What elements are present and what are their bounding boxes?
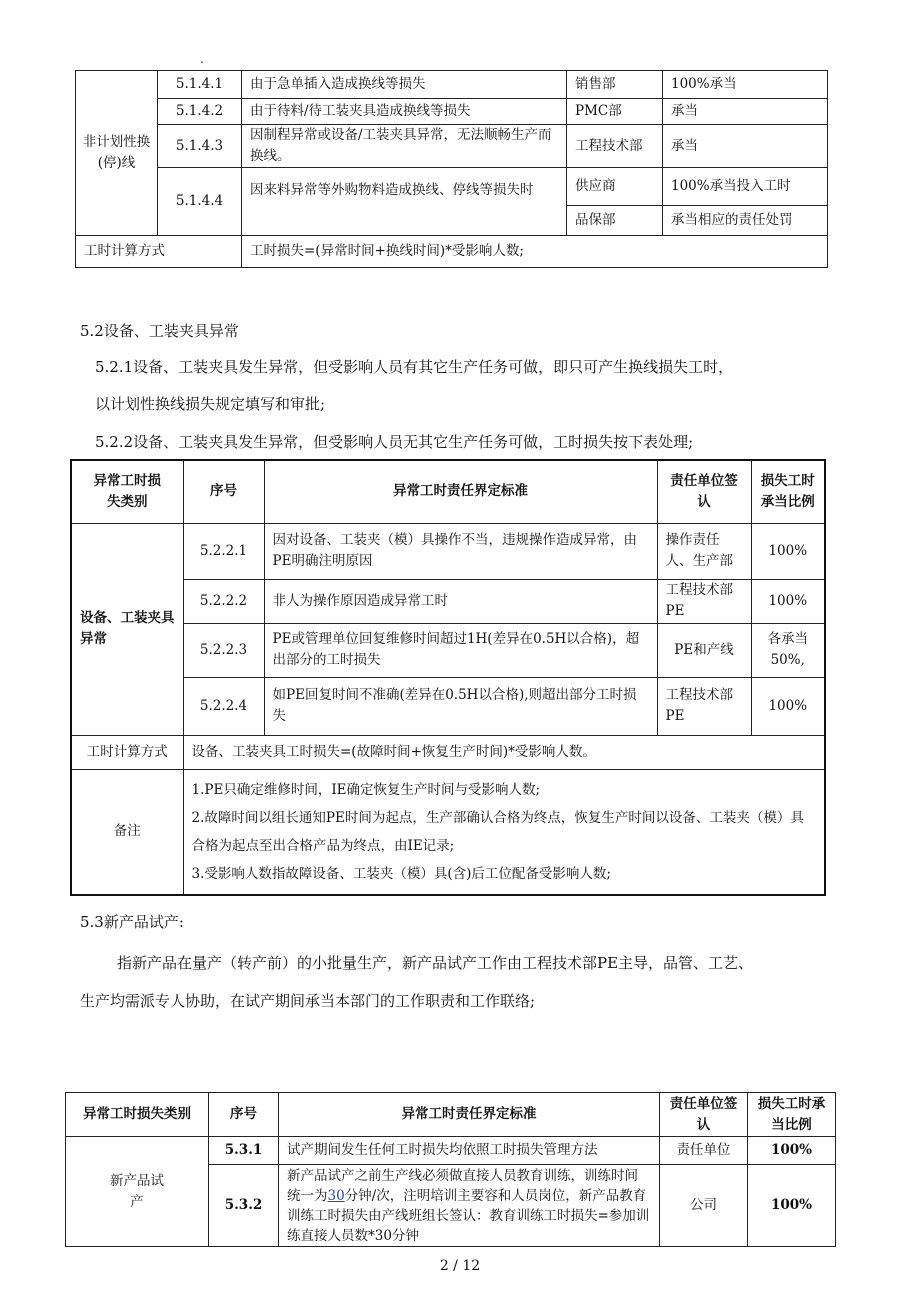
header-category: 异常工时损失类别 <box>71 460 183 523</box>
remark-line: 3.受影响人数指故障设备、工装夹（模）具(含)后工位配备受影响人数; <box>191 865 611 882</box>
desc-cell: 试产期间发生任何工时损失均依照工时损失管理方法 <box>279 1137 660 1165</box>
desc-number: 30 <box>327 1187 345 1204</box>
unit-cell: 工程技术部PE <box>657 579 751 623</box>
paragraph-5-2-1-line2: 以计划性换线损失规定填写和审批; <box>95 395 326 413</box>
header-standard: 异常工时责任界定标准 <box>264 460 657 523</box>
ratio-cell: 各承当50%, <box>751 623 825 677</box>
code-cell: 5.1.4.2 <box>158 99 242 125</box>
unit-cell: PE和产线 <box>657 623 751 677</box>
table-row <box>66 1137 836 1165</box>
table-header-row <box>71 460 825 523</box>
category-cell: 新产品试产 <box>66 1137 209 1247</box>
ratio-cell: 100% <box>751 677 825 735</box>
table-row <box>71 523 825 579</box>
header-unit: 责任单位签认 <box>660 1093 748 1137</box>
page-number: 2 / 12 <box>439 1258 481 1274</box>
table-new-product-trial <box>65 1092 836 1247</box>
dept-cell: 工程技术部 <box>567 125 663 168</box>
code-cell: 5.1.4.1 <box>158 71 242 99</box>
desc-cell: 由于待料/待工装夹具造成换线等损失 <box>242 99 567 125</box>
code-cell: 5.2.2.4 <box>183 677 264 735</box>
code-cell: 5.1.4.3 <box>158 125 242 168</box>
remark-cell <box>183 769 825 895</box>
table-row <box>76 125 828 168</box>
share-cell: 100%承当投入工时 <box>663 168 828 206</box>
remark-line: 1.PE只确定维修时间，IE确定恢复生产时间与受影响人数; <box>191 781 541 798</box>
desc-cell: 因对设备、工装夹（模）具操作不当，违规操作造成异常，由PE明确注明原因 <box>264 523 657 579</box>
header-standard: 异常工时责任界定标准 <box>279 1093 660 1137</box>
dept-cell: 供应商 <box>567 168 663 206</box>
table-row <box>76 71 828 99</box>
paragraph-5-2-2: 5.2.2设备、工装夹具发生异常，但受影响人员无其它生产任务可做，工时损失按下表处理; <box>95 433 694 451</box>
desc-cell <box>279 1165 660 1247</box>
calc-label: 工时计算方式 <box>76 236 242 268</box>
section-heading-5-2: 5.2设备、工装夹具异常 <box>80 322 239 340</box>
section-heading-5-3: 5.3新产品试产: <box>80 913 184 931</box>
paragraph-5-2-1-line1: 5.2.1设备、工装夹具发生异常，但受影响人员有其它生产任务可做，即只可产生换线损失工时， <box>95 358 734 376</box>
category-cell: 非计划性换(停)线 <box>76 71 158 236</box>
code-cell: 5.3.1 <box>209 1137 279 1165</box>
share-cell: 承当 <box>663 125 828 168</box>
header-seq: 序号 <box>209 1093 279 1137</box>
paragraph-5-3-line1: 指新产品在量产（转产前）的小批量生产，新产品试产工作由工程技术部PE主导，品管、工艺、 <box>117 954 754 972</box>
ratio-cell: 100% <box>751 523 825 579</box>
desc-cell: 因来料异常等外购物料造成换线、停线等损失时 <box>242 168 567 236</box>
remark-line: 2.故障时间以组长通知PE时间为起点，生产部确认合格为终点，恢复生产时间以设备、工装夹（模）具合格为起点至出合格产品为终点，由IE记录; <box>191 809 804 854</box>
table-row <box>76 168 828 206</box>
code-cell: 5.2.2.2 <box>183 579 264 623</box>
header-category: 异常工时损失类别 <box>66 1093 209 1137</box>
ratio-cell: 100% <box>748 1165 836 1247</box>
calc-label: 工时计算方式 <box>71 735 183 769</box>
calc-value: 设备、工装夹具工时损失=(故障时间+恢复生产时间)*受影响人数。 <box>183 735 825 769</box>
header-ratio: 损失工时承当比例 <box>748 1093 836 1137</box>
table-row <box>76 99 828 125</box>
share-cell: 承当 <box>663 99 828 125</box>
dept-cell: 销售部 <box>567 71 663 99</box>
remark-label: 备注 <box>71 769 183 895</box>
dept-cell: 品保部 <box>567 206 663 236</box>
category-cell: 设备、工装夹具异常 <box>71 523 183 735</box>
code-cell: 5.3.2 <box>209 1165 279 1247</box>
table-row <box>71 677 825 735</box>
header-ratio: 损失工时承当比例 <box>751 460 825 523</box>
calc-value: 工时损失=(异常时间+换线时间)*受影响人数; <box>242 236 828 268</box>
header-unit: 责任单位签认 <box>657 460 751 523</box>
dept-cell: PMC部 <box>567 99 663 125</box>
ratio-cell: 100% <box>748 1137 836 1165</box>
header-seq: 序号 <box>183 460 264 523</box>
table-row <box>71 579 825 623</box>
code-cell: 5.2.2.1 <box>183 523 264 579</box>
desc-cell: 非人为操作原因造成异常工时 <box>264 579 657 623</box>
ratio-cell: 100% <box>751 579 825 623</box>
table-row <box>71 769 825 895</box>
table-row <box>71 623 825 677</box>
desc-text: 新产品试产之前生产线必须做直接人员教育训练，训练时间统一为 <box>287 1167 638 1204</box>
desc-cell: 因制程异常或设备/工装夹具异常，无法顺畅生产而换线。 <box>242 125 567 168</box>
code-cell: 5.1.4.4 <box>158 168 242 236</box>
table-unplanned-changeover <box>75 70 828 268</box>
unit-cell: 工程技术部PE <box>657 677 751 735</box>
desc-cell: PE或管理单位回复维修时间超过1H(差异在0.5H以合格)，超出部分的工时损失 <box>264 623 657 677</box>
table-equipment-fixture <box>70 459 826 896</box>
paragraph-5-3-line2: 生产均需派专人协助，在试产期间承当本部门的工作职责和工作联络; <box>80 992 536 1010</box>
unit-cell: 公司 <box>660 1165 748 1247</box>
desc-cell: 如PE回复时间不准确(差异在0.5H以合格),则超出部分工时损失 <box>264 677 657 735</box>
code-cell: 5.2.2.3 <box>183 623 264 677</box>
unit-cell: 操作责任人、生产部 <box>657 523 751 579</box>
table-header-row <box>66 1093 836 1137</box>
table-row <box>71 735 825 769</box>
unit-cell: 责任单位 <box>660 1137 748 1165</box>
table-row <box>76 236 828 268</box>
desc-cell: 由于急单插入造成换线等损失 <box>242 71 567 99</box>
desc-text: 分钟/次，注明培训主要容和人员岗位，新产品教育训练工时损失由产线班组长签认：教育训练工时损失=参加训练直接人员数*30分钟 <box>287 1187 650 1244</box>
share-cell: 承当相应的责任处罚 <box>663 206 828 236</box>
share-cell: 100%承当 <box>663 71 828 99</box>
page-dot: . <box>200 52 204 66</box>
